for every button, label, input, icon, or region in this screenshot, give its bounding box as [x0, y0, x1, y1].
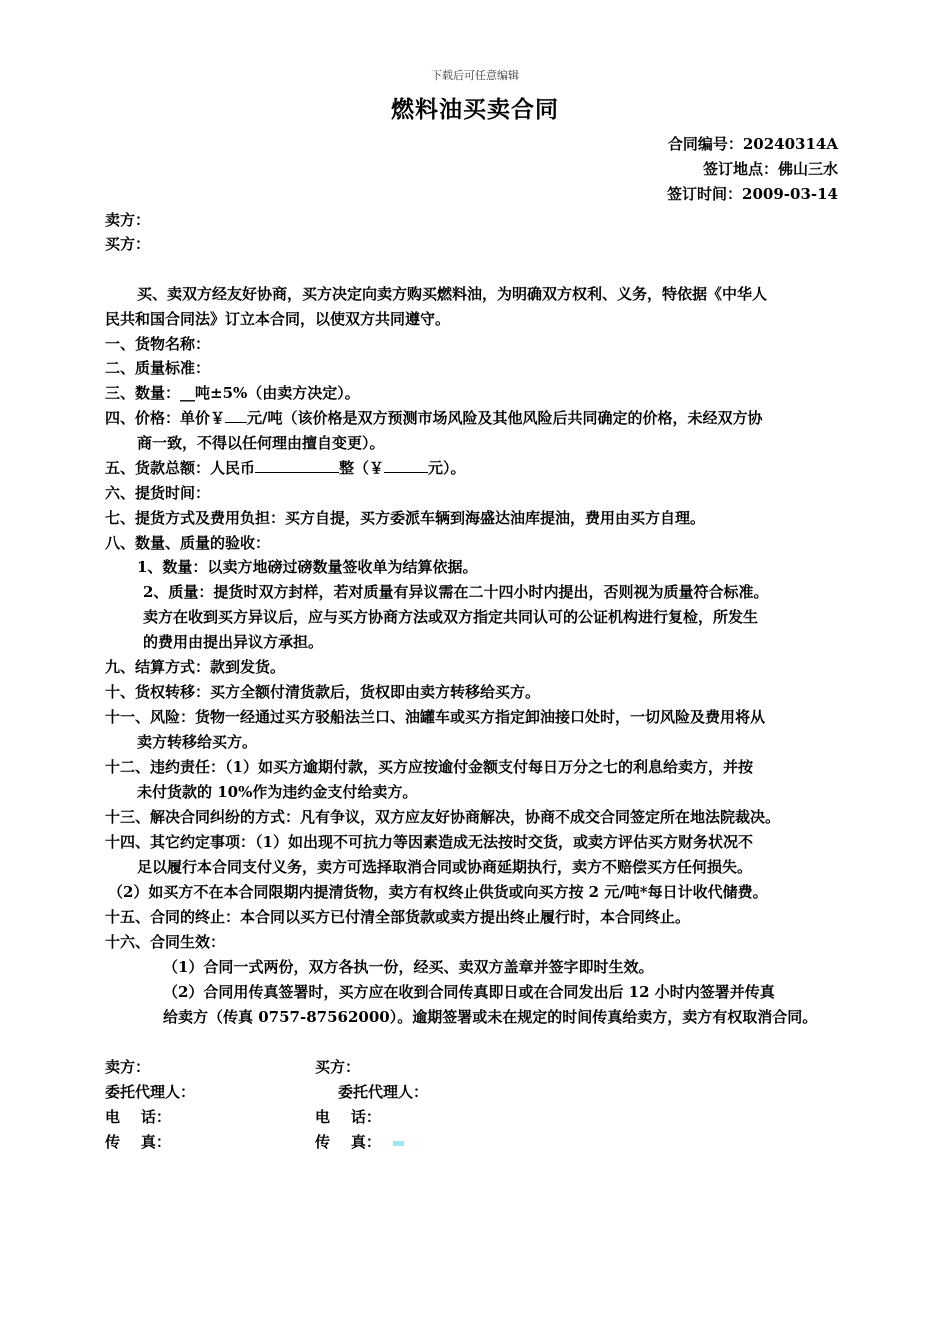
clause-8-2-line-3: 的费用由提出异议方承担。: [143, 633, 324, 651]
clause-12-line-2: 未付货款的 10%作为违约金支付给卖方。: [137, 783, 418, 801]
clause-4-prefix: 四、价格：单价￥: [105, 409, 226, 427]
intro-line-1: 买、卖双方经友好协商，买方决定向卖方购买燃料油，为明确双方权利、义务，特依据《中华人: [137, 285, 768, 303]
total-yuan-blank[interactable]: [384, 456, 428, 473]
clause-16-2-line-1: （2）合同用传真签署时，买方应在收到合同传真即日或在合同发出后 12 小时内签署并传真: [163, 983, 775, 1001]
clause-5: [105, 456, 466, 480]
clause-8-2-line-1: 2、质量：提货时双方封样，若对质量有异议需在二十四小时内提出，否则视为质量符合标准。: [143, 583, 769, 601]
signature-buyer-agent: 委托代理人：: [338, 1083, 429, 1101]
clause-2: 二、质量标准：: [105, 359, 211, 377]
clause-8-2-line-2: 卖方在收到买方异议后，应与买方协商方法或双方指定共同认可的公证机构进行复检，所发生: [143, 608, 759, 626]
intro-line-2: 民共和国合同法》订立本合同，以使双方共同遵守。: [105, 310, 451, 328]
signature-seller: 卖方：: [105, 1058, 151, 1076]
clause-8: 八、数量、质量的验收：: [105, 534, 271, 552]
signature-seller-phone: 电 话：: [105, 1108, 171, 1126]
signature-buyer-phone: 电 话：: [315, 1108, 381, 1126]
highlight-mark: [393, 1141, 404, 1146]
clause-7: 七、提货方式及费用负担：买方自提，买方委派车辆到海盛达油库提油，费用由买方自理。: [105, 509, 706, 527]
header-note: 下载后可任意编辑: [431, 69, 519, 82]
signature-seller-agent: 委托代理人：: [105, 1083, 196, 1101]
clause-9: 九、结算方式：款到发货。: [105, 658, 286, 676]
signature-seller-fax: 传 真：: [105, 1133, 171, 1151]
clause-3: 三、数量：__吨±5%（由卖方决定）。: [105, 384, 360, 402]
clause-5-mid: 整（￥: [339, 459, 385, 477]
signature-buyer-fax: 传 真：: [315, 1133, 381, 1151]
clause-8-1: 1、数量：以卖方地磅过磅数量签收单为结算依据。: [137, 558, 478, 576]
clause-11-line-2: 卖方转移给买方。: [137, 733, 258, 751]
clause-14-line-1: 十四、其它约定事项：（1）如出现不可抗力等因素造成无法按时交货，或卖方评估买方财务状况不: [105, 833, 753, 851]
clause-11-line-1: 十一、风险：货物一经通过买方驳船法兰口、油罐车或买方指定卸油接口处时，一切风险及费用将从: [105, 708, 766, 726]
clause-6: 六、提货时间：: [105, 484, 211, 502]
signature-buyer: 买方：: [315, 1058, 361, 1076]
total-amount-blank[interactable]: [255, 456, 339, 473]
clause-4-text: 元/吨（该价格是双方预测市场风险及其他风险后共同确定的价格，未经双方协: [247, 409, 763, 427]
clause-16: 十六、合同生效：: [105, 933, 226, 951]
signing-place: 签订地点：佛山三水: [702, 160, 838, 178]
clause-16-1: （1）合同一式两份，双方各执一份，经买、卖双方盖章并签字即时生效。: [163, 958, 654, 976]
signing-date: 签订时间：2009-03-14: [667, 185, 838, 203]
seller-label: 卖方：: [105, 211, 151, 229]
buyer-label: 买方：: [105, 235, 151, 253]
clause-15: 十五、合同的终止：本合同以买方已付清全部货款或卖方提出终止履行时，本合同终止。: [105, 908, 691, 926]
clause-1: 一、货物名称：: [105, 335, 211, 353]
clause-5-prefix: 五、货款总额：人民币: [105, 459, 256, 477]
clause-4: [105, 406, 763, 430]
signature-buyer-fax-row: [315, 1130, 404, 1154]
unit-price-blank[interactable]: [225, 406, 247, 423]
clause-14-line-2: 足以履行本合同支付义务，卖方可选择取消合同或协商延期执行，卖方不赔偿买方任何损失。: [137, 858, 753, 876]
clause-12-line-1: 十二、违约责任：（1）如买方逾期付款，买方应按逾付金额支付每日万分之七的利息给卖方，并按: [105, 758, 753, 776]
clause-10: 十、货权转移：买方全额付清货款后，货权即由卖方转移给买方。: [105, 683, 541, 701]
clause-16-2-line-2: 给卖方（传真 0757-87562000）。逾期签署或未在规定的时间传真给卖方，卖方有权取消合同。: [163, 1008, 818, 1026]
clause-13: 十三、解决合同纠纷的方式：凡有争议，双方应友好协商解决，协商不成交合同签定所在地法院裁决。: [105, 808, 781, 826]
clause-14-line-3: （2）如买方不在本合同限期内提清货物，卖方有权终止供货或向买方按 2 元/吨*每日计收代储费。: [108, 883, 768, 901]
document-title: 燃料油买卖合同: [391, 96, 559, 123]
contract-number: 合同编号：20240314A: [667, 135, 838, 153]
clause-5-suffix: 元）。: [428, 459, 466, 477]
clause-4-line-2: 商一致，不得以任何理由擅自变更）。: [137, 434, 385, 452]
